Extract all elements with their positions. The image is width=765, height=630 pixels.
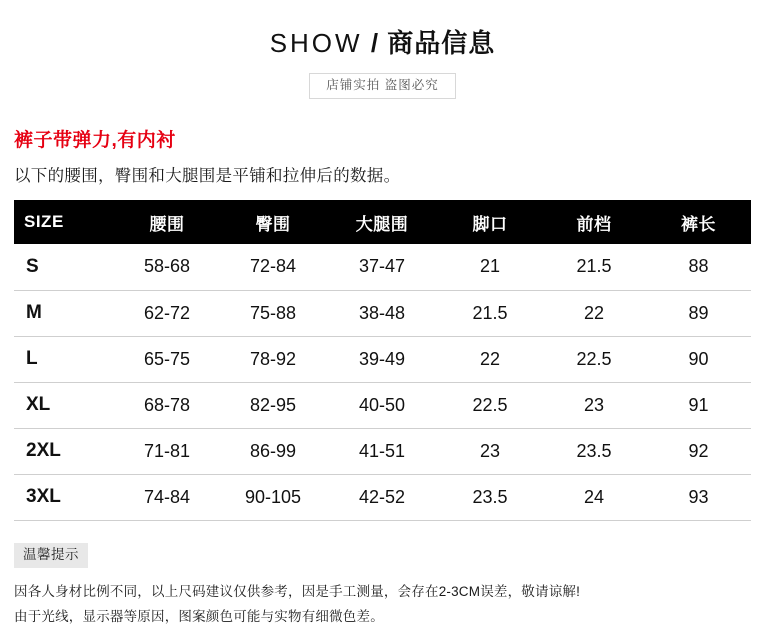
table-row <box>14 474 751 520</box>
cell-waist: 65-75 <box>114 336 220 382</box>
table-header-row <box>14 200 751 244</box>
column-header-hip: 臀围 <box>220 200 326 244</box>
column-header-thigh: 大腿围 <box>326 200 438 244</box>
cell-size: S <box>14 244 114 290</box>
notice-line-1: 因各人身材比例不同，以上尺码建议仅供参考，因是手工测量，会存在2-3CM误差，敬请谅解! <box>14 583 581 599</box>
table-row <box>14 336 751 382</box>
cell-hem: 23 <box>438 428 542 474</box>
cell-waist: 58-68 <box>114 244 220 290</box>
cell-size: M <box>14 290 114 336</box>
table-row <box>14 290 751 336</box>
notice-body <box>14 580 751 630</box>
table-row <box>14 428 751 474</box>
table-row <box>14 382 751 428</box>
cell-front-rise: 24 <box>542 474 646 520</box>
cell-front-rise: 21.5 <box>542 244 646 290</box>
cell-thigh: 40-50 <box>326 382 438 428</box>
notice-line-2: 由于光线，显示器等原因，图案颜色可能与实物有细微色差。 <box>14 608 384 624</box>
cell-waist: 62-72 <box>114 290 220 336</box>
page-header <box>0 0 765 99</box>
cell-thigh: 41-51 <box>326 428 438 474</box>
cell-thigh: 37-47 <box>326 244 438 290</box>
cell-waist: 74-84 <box>114 474 220 520</box>
cell-thigh: 39-49 <box>326 336 438 382</box>
size-table <box>14 200 751 521</box>
cell-thigh: 42-52 <box>326 474 438 520</box>
cell-size: L <box>14 336 114 382</box>
cell-front-rise: 22.5 <box>542 336 646 382</box>
cell-size: XL <box>14 382 114 428</box>
intro-description: 以下的腰围，臀围和大腿围是平铺和拉伸后的数据。 <box>14 167 401 186</box>
cell-hip: 86-99 <box>220 428 326 474</box>
column-header-front-rise: 前档 <box>542 200 646 244</box>
cell-front-rise: 23.5 <box>542 428 646 474</box>
size-table-wrap <box>14 200 751 521</box>
cell-length: 91 <box>646 382 751 428</box>
page-title-separator: / <box>370 28 380 58</box>
size-table-body <box>14 244 751 520</box>
cell-length: 88 <box>646 244 751 290</box>
intro-block <box>14 125 765 186</box>
cell-hem: 22.5 <box>438 382 542 428</box>
page-subtitle-wrap <box>0 73 765 99</box>
cell-length: 93 <box>646 474 751 520</box>
cell-hem: 21.5 <box>438 290 542 336</box>
column-header-size: SIZE <box>14 200 114 244</box>
cell-front-rise: 23 <box>542 382 646 428</box>
cell-front-rise: 22 <box>542 290 646 336</box>
cell-hip: 90-105 <box>220 474 326 520</box>
notice-block <box>14 543 751 630</box>
cell-length: 90 <box>646 336 751 382</box>
cell-length: 92 <box>646 428 751 474</box>
cell-size: 3XL <box>14 474 114 520</box>
intro-highlight: 裤子带弹力,有内衬 <box>14 130 176 152</box>
cell-waist: 71-81 <box>114 428 220 474</box>
size-table-head <box>14 200 751 244</box>
cell-hip: 82-95 <box>220 382 326 428</box>
notice-badge: 温馨提示 <box>14 543 88 568</box>
cell-hip: 78-92 <box>220 336 326 382</box>
cell-thigh: 38-48 <box>326 290 438 336</box>
column-header-hem: 脚口 <box>438 200 542 244</box>
column-header-length: 裤长 <box>646 200 751 244</box>
page-title-main: SHOW <box>269 28 363 58</box>
cell-waist: 68-78 <box>114 382 220 428</box>
cell-hip: 72-84 <box>220 244 326 290</box>
page-title <box>0 28 765 59</box>
cell-hem: 21 <box>438 244 542 290</box>
page-title-chinese: 商品信息 <box>387 28 496 58</box>
cell-hip: 75-88 <box>220 290 326 336</box>
cell-hem: 23.5 <box>438 474 542 520</box>
cell-length: 89 <box>646 290 751 336</box>
page-subtitle-badge: 店铺实拍 盗图必究 <box>309 73 455 99</box>
table-row <box>14 244 751 290</box>
cell-hem: 22 <box>438 336 542 382</box>
column-header-waist: 腰围 <box>114 200 220 244</box>
cell-size: 2XL <box>14 428 114 474</box>
